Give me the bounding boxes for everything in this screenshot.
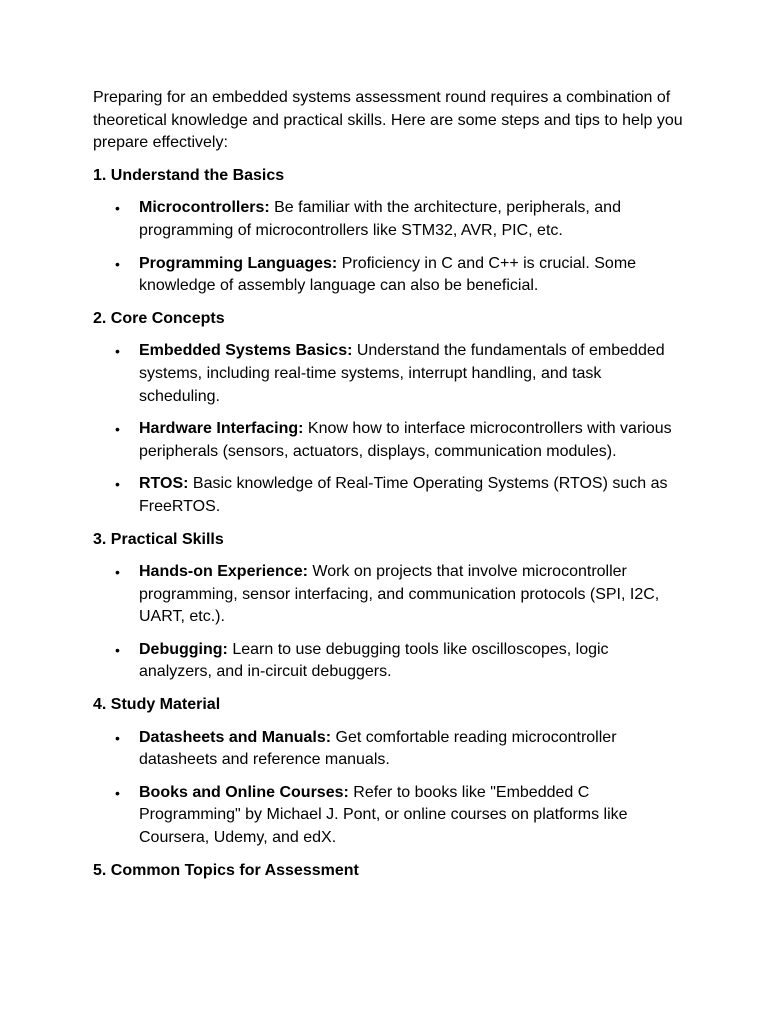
bullet-icon: •: [115, 784, 120, 801]
list-item: [93, 727, 683, 772]
bullet-list: [93, 340, 683, 518]
item-label: Books and Online Courses:: [139, 783, 349, 801]
section-practical-skills: [93, 529, 683, 685]
section-heading: 1. Understand the Basics: [93, 166, 285, 184]
item-text: Learn to use debugging tools like oscilloscopes, logic analyzers, and in-circuit debuggers.: [139, 640, 609, 681]
bullet-icon: •: [115, 255, 120, 272]
item-label: Embedded Systems Basics:: [139, 342, 353, 360]
list-item: [93, 418, 683, 463]
item-text: Refer to books like "Embedded C Programming" by Michael J. Pont, or online courses on platforms like Coursera, Udemy, and edX.: [139, 783, 628, 847]
item-text: Proficiency in C and C++ is crucial. Some knowledge of assembly language can also be beneficial.: [139, 254, 637, 295]
intro-paragraph: Preparing for an embedded systems assessment round requires a combination of theoretical knowledge and practical skills. Here are some steps and tips to help you prepare effectively:: [93, 89, 683, 152]
list-item: [93, 782, 683, 850]
list-item: [93, 197, 683, 242]
item-text: Get comfortable reading microcontroller datasheets and reference manuals.: [139, 728, 617, 769]
item-text: Work on projects that involve microcontroller programming, sensor interfacing, and communication protocols (SPI, I2C, UART, etc.).: [139, 563, 660, 626]
item-label: Hardware Interfacing:: [139, 420, 304, 438]
document-page: [93, 87, 683, 892]
item-label: RTOS:: [139, 475, 189, 493]
section-heading: 2. Core Concepts: [93, 309, 225, 327]
bullet-icon: •: [115, 564, 120, 581]
bullet-list: [93, 727, 683, 850]
item-label: Hands-on Experience:: [139, 563, 308, 581]
list-item: [93, 639, 683, 684]
section-common-topics: [93, 860, 683, 883]
section-understand-basics: [93, 165, 683, 298]
list-item: [93, 253, 683, 298]
section-heading: 3. Practical Skills: [93, 530, 224, 548]
bullet-icon: •: [115, 641, 120, 658]
list-item: [93, 473, 683, 518]
bullet-icon: •: [115, 729, 120, 746]
section-study-material: [93, 694, 683, 850]
item-label: Programming Languages:: [139, 254, 338, 272]
section-heading: 5. Common Topics for Assessment: [93, 861, 359, 879]
section-core-concepts: [93, 308, 683, 519]
item-text: Basic knowledge of Real-Time Operating Systems (RTOS) such as FreeRTOS.: [139, 475, 668, 515]
item-label: Microcontrollers:: [139, 199, 270, 217]
bullet-list: [93, 561, 683, 684]
bullet-icon: •: [115, 476, 120, 493]
section-heading: 4. Study Material: [93, 696, 221, 714]
list-item: [93, 561, 683, 629]
item-text: Understand the fundamentals of embedded systems, including real-time systems, interrupt handling, and task scheduling.: [139, 342, 665, 405]
item-label: Debugging:: [139, 640, 228, 658]
item-label: Datasheets and Manuals:: [139, 728, 332, 746]
bullet-icon: •: [115, 343, 120, 360]
bullet-icon: •: [115, 200, 120, 217]
item-text: Be familiar with the architecture, peripherals, and programming of microcontrollers like STM32, AVR, PIC, etc.: [139, 199, 621, 239]
bullet-icon: •: [115, 421, 120, 438]
list-item: [93, 340, 683, 408]
bullet-list: [93, 197, 683, 297]
item-text: Know how to interface microcontrollers with various peripherals (sensors, actuators, displays, communication modules).: [139, 420, 672, 460]
